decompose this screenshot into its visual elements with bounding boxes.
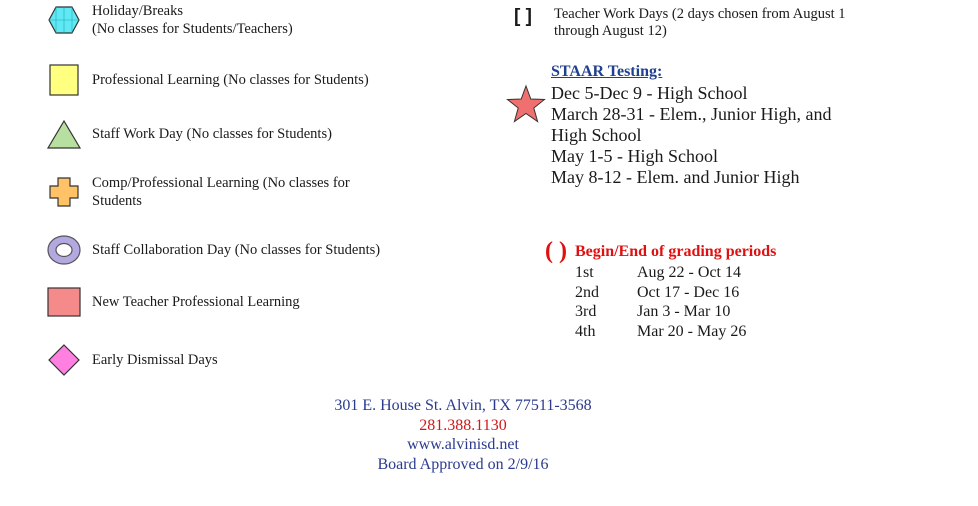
footer — [0, 396, 926, 474]
legend-professional-learning — [44, 62, 402, 98]
teacher-work-label: Teacher Work Days (2 days chosen from August 1 through August 12) — [554, 6, 846, 39]
phone: 281.388.1130 — [419, 416, 507, 434]
triangle-icon — [44, 116, 84, 152]
legend-staff-work-day — [44, 116, 402, 152]
staar-title: STAAR Testing: — [551, 63, 663, 80]
legend-holiday — [44, 2, 402, 38]
diamond-icon — [44, 342, 84, 378]
grading-title — [545, 238, 776, 265]
legend-label: Professional Learning (No classes for Students) — [92, 72, 369, 88]
staar-dates: Dec 5-Dec 9 - High School March 28-31 - Elem., Junior High, and High School May 1-5 - High School May 8-12 - Elem. and Junior High — [551, 83, 832, 187]
grading-periods — [575, 264, 837, 342]
grading-title-text: Begin/End of grading periods — [574, 242, 777, 260]
legend-label: Early Dismissal Days — [92, 352, 218, 368]
ring-icon — [44, 232, 84, 268]
hexagon-icon — [44, 2, 84, 38]
website-link[interactable]: www.alvinisd.net — [407, 436, 519, 453]
legend-label: Staff Collaboration Day (No classes for Students) — [92, 242, 381, 258]
square-icon — [44, 62, 84, 98]
legend-new-teacher — [44, 284, 402, 320]
star-icon — [506, 84, 546, 124]
legend-early-dismissal — [44, 342, 402, 378]
legend-comp-professional-learning — [44, 174, 402, 210]
rectangle-icon — [44, 284, 84, 320]
legend-label: Holiday/Breaks (No classes for Students/Teachers) — [92, 3, 293, 37]
grading-row: 3rd Jan 3 - Mar 10 — [575, 303, 731, 320]
grading-row: 1st Aug 22 - Oct 14 — [575, 264, 741, 281]
legend-staff-collaboration — [44, 232, 402, 268]
address: 301 E. House St. Alvin, TX 77511-3568 — [334, 397, 592, 414]
legend-label: Staff Work Day (No classes for Students) — [92, 126, 332, 142]
grading-row: 4th Mar 20 - May 26 — [575, 322, 747, 340]
teacher-work-days — [514, 6, 884, 40]
cross-icon — [44, 174, 84, 210]
grading-row: 2nd Oct 17 - Dec 16 — [575, 283, 740, 301]
board-approved: Board Approved on 2/9/16 — [377, 455, 549, 473]
parentheses-icon: ( ) — [545, 238, 567, 264]
legend-label: New Teacher Professional Learning — [92, 294, 300, 310]
bracket-icon: [ ] — [514, 6, 532, 27]
legend-label: Comp/Professional Learning (No classes for Students — [92, 175, 350, 209]
